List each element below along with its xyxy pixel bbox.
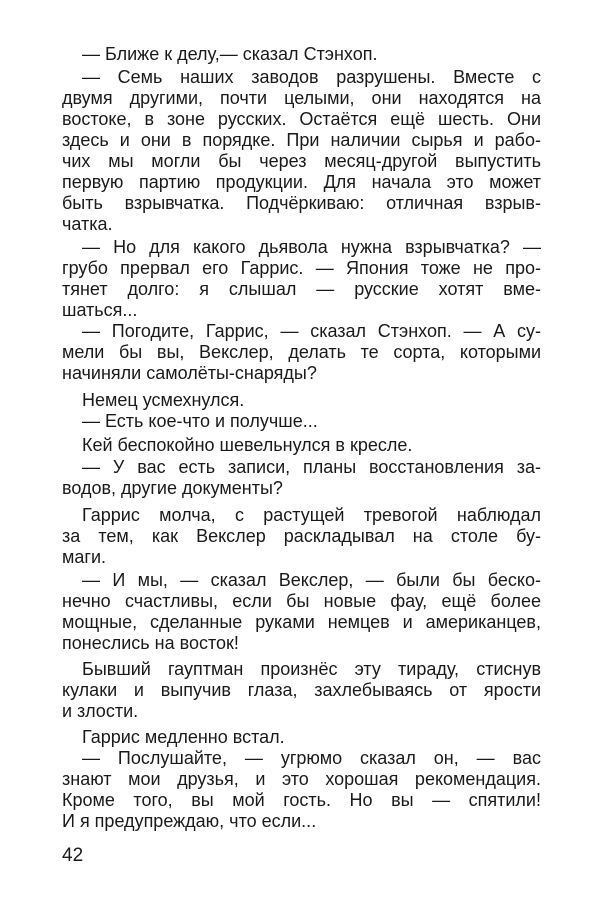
text-line: чих мы могли бы через месяц-другой выпустить [62,151,541,171]
page-number: 42 [62,845,84,866]
text-line: грубо прервал его Гаррис. — Япония тоже не про- [62,258,541,278]
paragraph [62,570,541,654]
text-line: здесь и они в порядке. При наличии сырья и рабо- [62,130,541,150]
text-line: Гаррис молча, с растущей тревогой наблюдал [82,505,541,525]
text-line: нечно счастливы, если бы новые фау, ещё более [62,591,541,611]
text-line: — Но для какого дьявола нужна взрывчатка? — [82,237,541,257]
text-line: тянет долго: я слышал — русские хотят вме- [62,279,541,299]
text-line: понеслись на восток! [62,633,239,653]
paragraph [62,411,541,432]
text-line: — Семь наших заводов разрушены. Вместе с [82,67,541,87]
text-line: — И мы, — сказал Векслер, — были бы беско- [82,570,541,590]
text-line: знают мои друзья, и это хорошая рекомендация. [62,769,541,789]
text-line: чатка. [62,214,113,234]
paragraph [62,44,541,65]
text-line: — Послушайте, — угрюмо сказал он, — вас [82,748,541,768]
text-line: и злости. [62,701,139,721]
text-line: двумя другими, почти целыми, они находятся на [62,88,541,108]
text-line: Немец усмехнулся. [82,390,245,410]
text-line: кулаки и выпучив глаза, захлебываясь от ярости [62,680,541,700]
text-line: Бывший гауптман произнёс эту тираду, стиснув [82,659,541,679]
text-line: И я предупреждаю, что если... [62,811,317,831]
paragraph [62,67,541,235]
text-line: маги. [62,547,107,567]
paragraph [62,435,541,456]
text-line: начиняли самолёты-снаряды? [62,363,317,383]
text-line: водов, другие документы? [62,478,283,498]
text-line: первую партию продукции. Для начала это может [62,172,541,192]
text-line: мели бы вы, Векслер, делать те сорта, которыми [62,342,541,362]
paragraph [62,321,541,384]
text-line: за тем, как Векслер раскладывал на столе бу- [62,526,541,546]
paragraph [62,727,541,748]
paragraph [62,748,541,832]
paragraph [62,237,541,321]
text-line: шаться... [62,300,138,320]
text-line: — Ближе к делу,— сказал Стэнхоп. [82,44,378,64]
text-line: Кей беспокойно шевельнулся в кресле. [82,435,413,455]
paragraph [62,659,541,722]
text-line: востоке, в зоне русских. Остаётся ещё шесть. Они [62,109,541,129]
text-line: мощные, сделанные руками немцев и американцев, [62,612,541,632]
paragraph [62,390,541,411]
text-line: Кроме того, вы мой гость. Но вы — спятили! [62,790,541,810]
text-line: — У вас есть записи, планы восстановления за- [82,457,541,477]
text-line: Гаррис медленно встал. [82,727,285,747]
paragraph [62,505,541,568]
text-line: — Погодите, Гаррис, — сказал Стэнхоп. — А су- [82,321,541,341]
paragraph [62,457,541,499]
text-line: — Есть кое-что и получше... [82,411,318,431]
text-line: быть взрывчатка. Подчёркиваю: отличная взрыв- [62,193,541,213]
page-body [62,44,541,832]
